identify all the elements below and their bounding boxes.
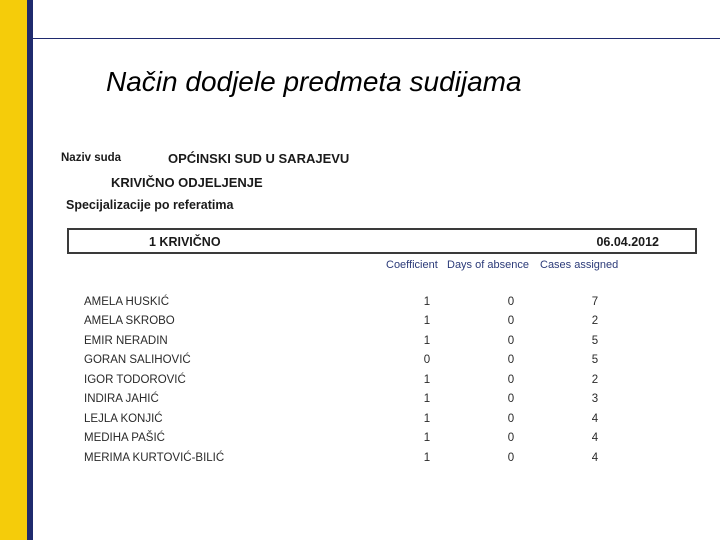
judge-name: LEJLA KONJIĆ xyxy=(84,413,163,425)
coefficient-value: 1 xyxy=(423,335,431,347)
days-absence-value: 0 xyxy=(507,452,515,464)
cases-assigned-value: 5 xyxy=(591,335,599,347)
coefficient-value: 1 xyxy=(423,413,431,425)
cases-assigned-value: 4 xyxy=(591,432,599,444)
judge-name: MEDIHA PAŠIĆ xyxy=(84,432,165,444)
judge-name: EMIR NERADIN xyxy=(84,335,168,347)
days-absence-value: 0 xyxy=(507,315,515,327)
cases-assigned-value: 4 xyxy=(591,413,599,425)
judge-name: GORAN SALIHOVIĆ xyxy=(84,354,191,366)
table-row xyxy=(0,413,720,432)
table-row xyxy=(0,315,720,334)
table-row xyxy=(0,393,720,412)
judge-name: MERIMA KURTOVIĆ-BILIĆ xyxy=(84,452,225,464)
cases-assigned-value: 3 xyxy=(591,393,599,405)
cases-assigned-value: 7 xyxy=(591,296,599,308)
slide-title: Način dodjele predmeta sudijama xyxy=(106,66,522,97)
column-header-days-absence: Days of absence xyxy=(447,259,529,271)
table-row xyxy=(0,432,720,451)
days-absence-value: 0 xyxy=(507,335,515,347)
department-name: KRIVIČNO ODJELJENJE xyxy=(111,175,263,190)
days-absence-value: 0 xyxy=(507,393,515,405)
section-band xyxy=(67,228,697,254)
days-absence-value: 0 xyxy=(507,354,515,366)
coefficient-value: 0 xyxy=(423,354,431,366)
top-divider xyxy=(33,38,720,39)
judge-name: AMELA SKROBO xyxy=(84,315,175,327)
coefficient-value: 1 xyxy=(423,374,431,386)
days-absence-value: 0 xyxy=(507,296,515,308)
court-name: OPĆINSKI SUD U SARAJEVU xyxy=(168,151,350,166)
table-row xyxy=(0,354,720,373)
column-header-cases-assigned: Cases assigned xyxy=(540,259,619,271)
cases-assigned-value: 2 xyxy=(591,315,599,327)
column-header-coefficient: Coefficient xyxy=(386,259,438,271)
table-row xyxy=(0,335,720,354)
table-row xyxy=(0,296,720,315)
document-subtitle: Specijalizacije po referatima xyxy=(66,198,234,212)
cases-assigned-value: 5 xyxy=(591,354,599,366)
report-date: 06.04.2012 xyxy=(596,235,659,249)
days-absence-value: 0 xyxy=(507,432,515,444)
coefficient-value: 1 xyxy=(423,452,431,464)
judge-name: INDIRA JAHIĆ xyxy=(84,393,159,405)
coefficient-value: 1 xyxy=(423,315,431,327)
days-absence-value: 0 xyxy=(507,374,515,386)
cases-assigned-value: 2 xyxy=(591,374,599,386)
days-absence-value: 0 xyxy=(507,413,515,425)
judge-name: IGOR TODOROVIĆ xyxy=(84,374,186,386)
coefficient-value: 1 xyxy=(423,393,431,405)
table-row xyxy=(0,452,720,471)
judge-name: AMELA HUSKIĆ xyxy=(84,296,169,308)
table-row xyxy=(0,374,720,393)
coefficient-value: 1 xyxy=(423,296,431,308)
section-label: 1 KRIVIČNO xyxy=(149,235,221,249)
cases-assigned-value: 4 xyxy=(591,452,599,464)
coefficient-value: 1 xyxy=(423,432,431,444)
court-label: Naziv suda xyxy=(61,152,122,164)
